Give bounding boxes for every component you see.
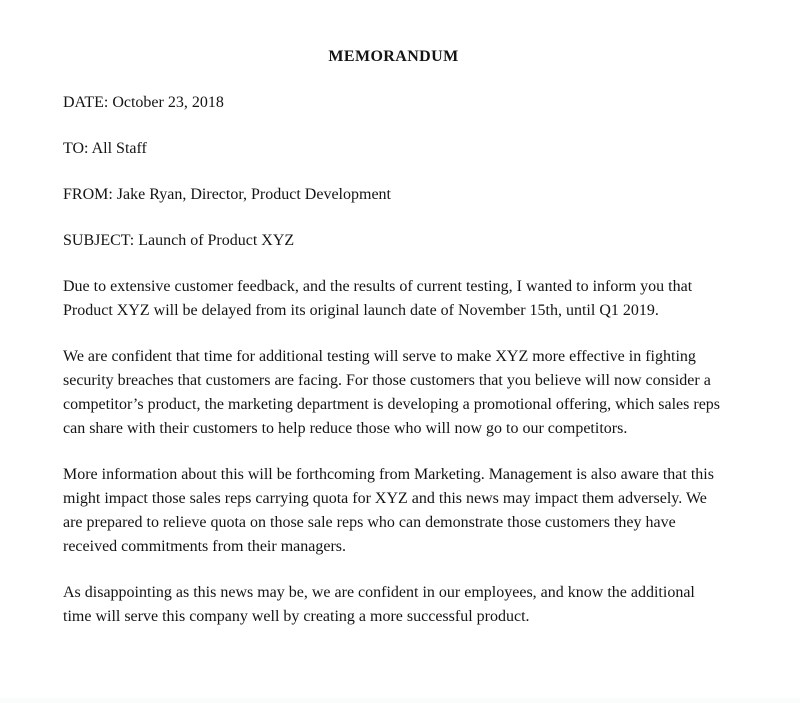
memo-subject-line: SUBJECT: Launch of Product XYZ (63, 232, 295, 249)
memo-title: MEMORANDUM (328, 48, 459, 65)
memo-paragraph: We are confident that time for additional testing will serve to make XYZ more effective in fighting security breaches that customers are facing. For those customers that you believe will now consider a competitor’s product, the marketing department is developing a promotional offering, which sales reps can share with their customers to help reduce those who will now go to our competitors. (63, 348, 721, 437)
memo-date-line: DATE: October 23, 2018 (63, 94, 224, 111)
memo-paragraph: More information about this will be forthcoming from Marketing. Management is also aware that this might impact those sales reps carrying quota for XYZ and this news may impact them adversely. We are prepared to relieve quota on those sale reps who can demonstrate those customers they have received commitments from their managers. (63, 466, 714, 555)
memo-paragraph: As disappointing as this news may be, we are confident in our employees, and know the additional time will serve this company well by creating a more successful product. (63, 584, 695, 625)
memo-to-line: TO: All Staff (63, 140, 147, 157)
memo-body (63, 0, 724, 629)
memo-paragraph: Due to extensive customer feedback, and the results of current testing, I wanted to inform you that Product XYZ will be delayed from its original launch date of November 15th, until Q1 2019. (63, 278, 693, 319)
page-bottom-edge (0, 698, 800, 703)
memo-from-line: FROM: Jake Ryan, Director, Product Development (63, 186, 391, 203)
